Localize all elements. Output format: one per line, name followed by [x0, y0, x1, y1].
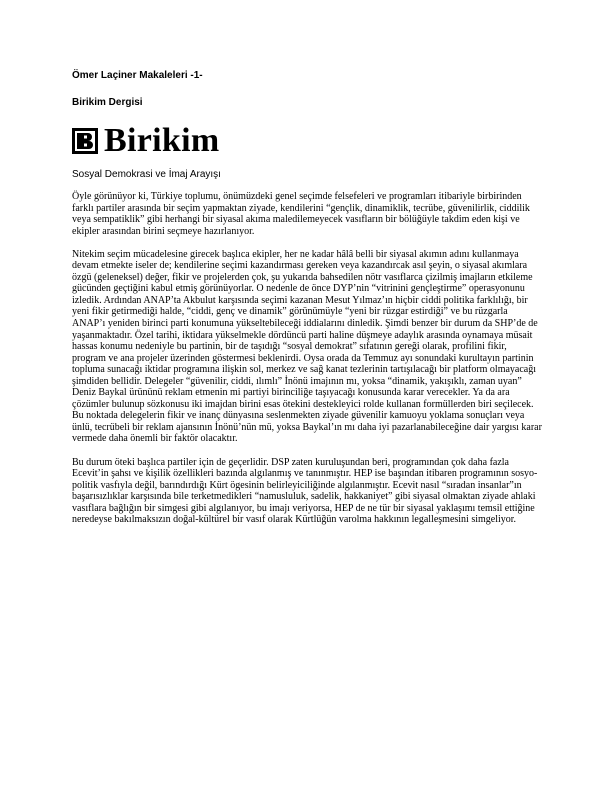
author-heading: Ömer Laçiner Makaleleri -1-	[72, 70, 203, 81]
birikim-logo-mark-icon	[72, 128, 98, 154]
birikim-logo	[72, 123, 542, 159]
birikim-logo-text: Birikim	[104, 122, 220, 159]
article-title: Sosyal Demokrasi ve İmaj Arayışı	[72, 169, 221, 180]
article-paragraph: Nitekim seçim mücadelesine girecek başlıca ekipler, her ne kadar hâlâ belli bir siyasal akımın adını kullanmaya devam etmekte iseler de; kendilerine seçimi kazandırması gereken veya kazandırcak asıl şeyin, o siyasal akımlara özgü (geleneksel) değer, fikir ve projelerden çok, şu yukarıda bahsedilen nötr vasıflarca çizilmiş imajların etkileme gücünden geçtiğini kabul etmiş görünüyorlar. O nedenle de önce DYP’nin “vitrinini gençleştirme” operasyonunu izledik. Ardından ANAP’ta Akbulut karşısında seçimi kazanan Mesut Yılmaz’ın hiçbir ciddi politika farklılığı, bir yeni fikir getirmediği halde, “ciddi, genç ve dinamik” görünümüyle “yeni bir rüzgar estirdiği” ve bu rüzgarla ANAP’ı yeniden birinci parti konumuna yükseltebileceği iddialarını dinledik. Şimdi benzer bir durum da SHP’de de yaşanmaktadır. Özel tarihi, iktidara yükselmekle dördüncü parti haline düşmeye adaylık arasında oynamaya müsait hassas konumu nedeniyle bu partinin, bir de taşıdığı “sosyal demokrat” sıfatının gereği olarak, profilini fikir, program ve ana projeler üzerinden göstermesi beklenirdi. Oysa orada da Temmuz ayı sonundaki kurultayın partinin topluma sunacağı iktidar programına ilişkin sol, merkez ve sağ kanat tezlerinin tartışılacağı bir platform olmayacağı şimdiden bellidir. Delegeler “güvenilir, ciddi, ılımlı” İnönü imajının mı, yoksa “dinamik, yakışıklı, zaman uyan” Deniz Baykal ürününü reklam etmenin mi partiyi birinciliğe taşıyacağı konusunda karar verecekler. Ya da ara çözümler bulunup sözkonusu iki imajdan birini esas ötekini destekleyici rolde kullanan formüllerden biri seçilecek. Bu noktada delegelerin fikir ve inanç dünyasına seslenmekten ziyade güvenilir kamuoyu yoklama sonuçları veya ünlü, tecrübeli bir reklam ajansının İnönü’nün mü, yoksa Baykal’ın mı daha iyi pazarlanabileceğine dair yargısı karar vermede daha önemli bir faktör olacaktır.	[72, 248, 542, 445]
journal-heading: Birikim Dergisi	[72, 97, 143, 108]
document-page	[72, 70, 542, 537]
article-paragraph: Öyle görünüyor ki, Türkiye toplumu, önümüzdeki genel seçimde felsefeleri ve programları itibariyle birbirinden farklı partiler arasında bir seçim yapmaktan ziyade, kendilerini “gençlik, dinamiklik, tecrübe, güvenilirlik, ciddilik veya sempatiklik” gibi herhangi bir siyasal akıma maledilemeyecek vasıfların bir bölüğüyle takdim eden kişi ve ekipler arasından birini seçmeye hazırlanıyor.	[72, 191, 530, 237]
article-paragraph: Bu durum öteki başlıca partiler için de geçerlidir. DSP zaten kuruluşundan beri, programından çok daha fazla Ecevit’in şahsı ve kişilik özellikleri bazında algılanmış ve tanınmıştır. HEP ise başından itibaren programının sosyo-politik vasfıyla değil, barındırdığı Kürt ögesinin belirleyiciliğinde algılanmıştır. Ecevit nasıl “sıradan insanlar”ın başarısızlıklar karşısında bile terketmedikleri “namusluluk, sadelik, hakkaniyet” gibi siyasal olmaktan ziyade ahlaki vasıflara bağlığın bir simgesi gibi algılanıyor, bu imajı veriyorsa, HEP de ne tür bir siyasal yaklaşımı temsil ettiğine neredeyse bakılmaksızın doğal-kültürel bir vasıf olarak Kürtlüğün varolma hakkının legalleşmesini simgeliyor.	[72, 456, 538, 526]
